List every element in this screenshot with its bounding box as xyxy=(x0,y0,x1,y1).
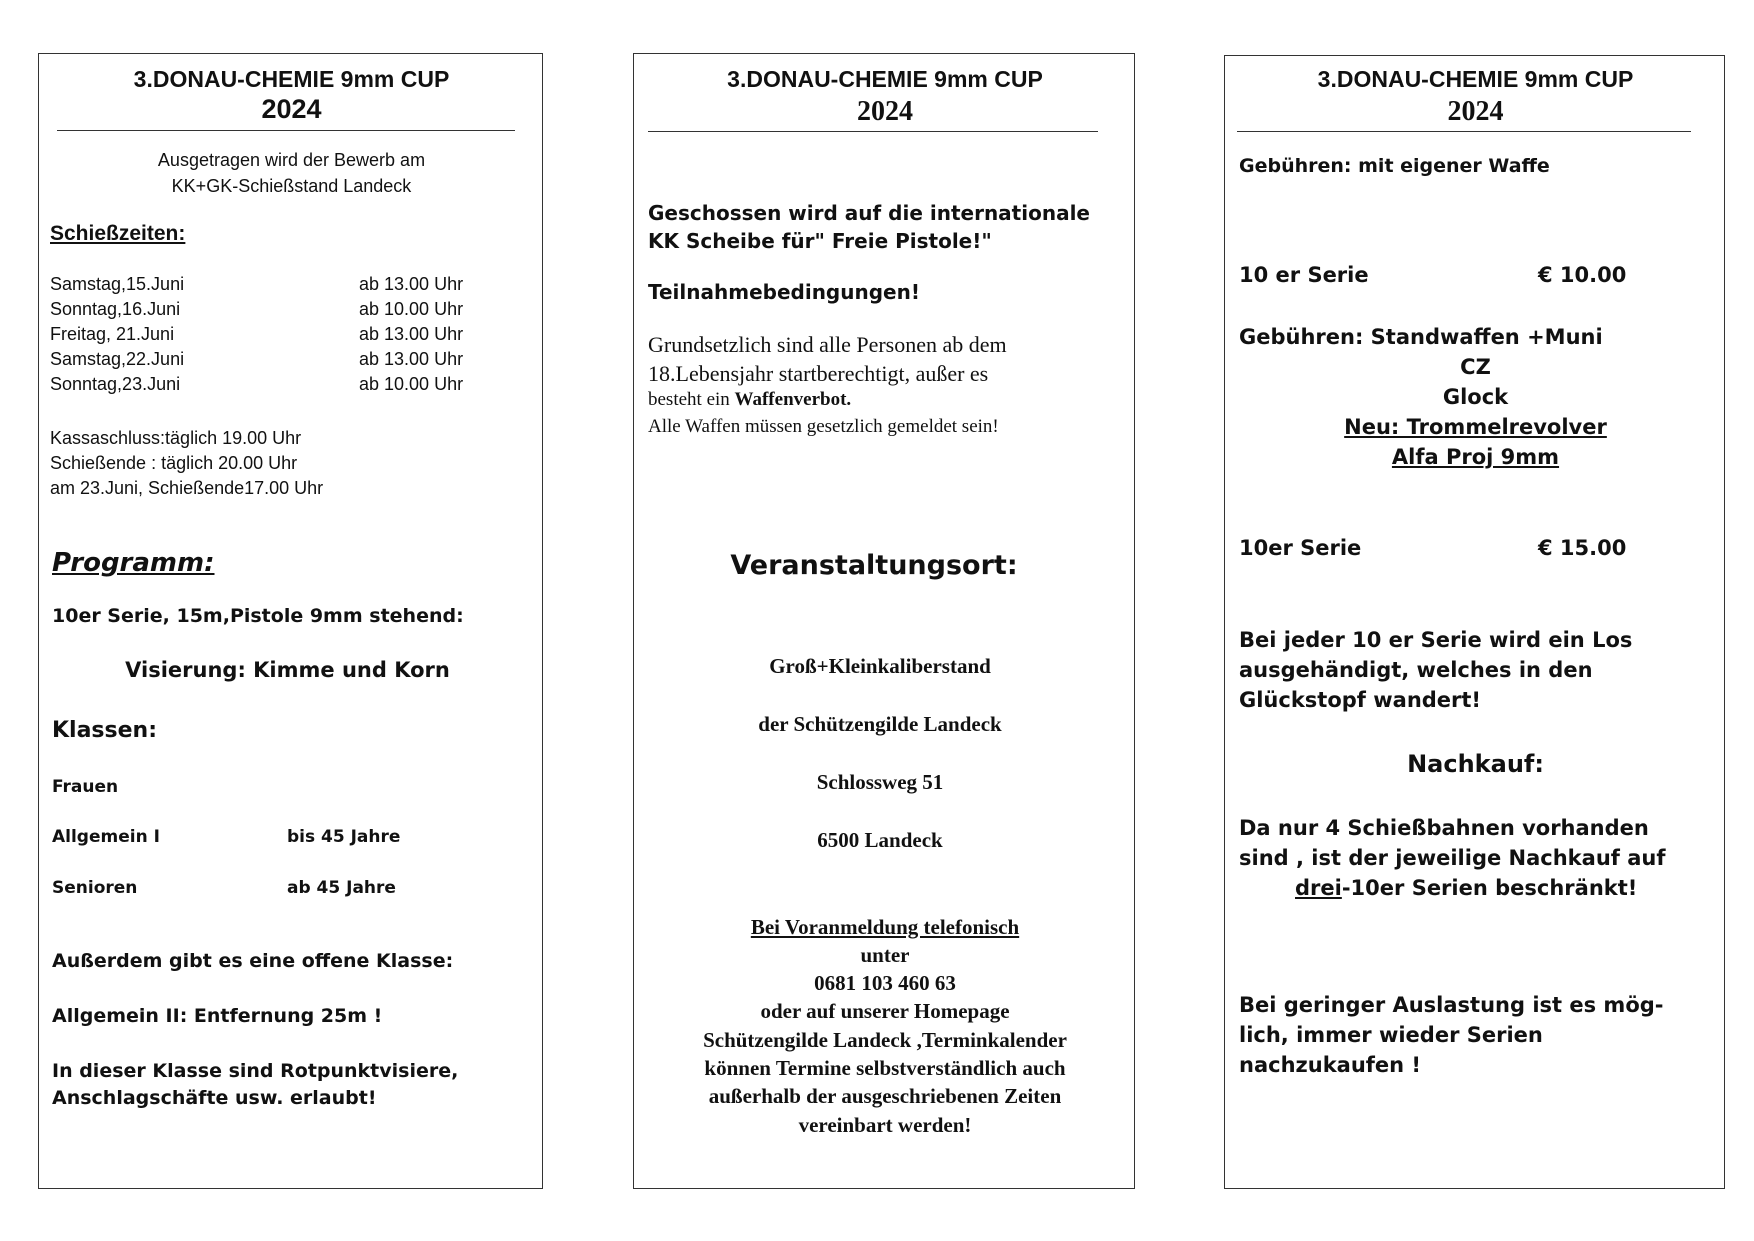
allowed-line: Anschlagschäfte usw. erlaubt! xyxy=(52,1087,377,1109)
weapon-ban-text: Waffenverbot. xyxy=(734,389,852,410)
rebuy-line: Da nur 4 Schießbahnen vorhanden xyxy=(1239,816,1649,840)
allowed-line: In dieser Klasse sind Rotpunktvisiere, xyxy=(52,1060,459,1082)
series-label: 10er Serie xyxy=(1239,536,1362,560)
series-label: 10 er Serie xyxy=(1239,263,1369,287)
venue-line: Groß+Kleinkaliberstand xyxy=(769,654,991,678)
contact-heading: Bei Voranmeldung telefonisch xyxy=(750,915,1020,939)
lottery-line: Bei jeder 10 er Serie wird ein Los xyxy=(1239,628,1633,652)
contact-line: oder auf unserer Homepage xyxy=(760,999,1010,1023)
venue-heading: Veranstaltungsort: xyxy=(730,550,1018,581)
lottery-line: Glückstopf wandert! xyxy=(1239,688,1482,712)
flyer-panel-right xyxy=(1224,55,1725,1189)
header-divider xyxy=(57,130,515,131)
cup-title: 3.DONAU-CHEMIE 9mm CUP xyxy=(727,66,1043,92)
header-divider xyxy=(1237,131,1691,132)
cup-year: 2024 xyxy=(857,96,913,127)
intro-line: Ausgetragen wird der Bewerb am xyxy=(157,150,426,170)
new-weapon-item: Alfa Proj 9mm xyxy=(1391,445,1560,469)
venue-line: Schlossweg 51 xyxy=(816,770,944,794)
schedule-time: ab 13.00 Uhr xyxy=(359,274,464,294)
closing-line: Schießende : täglich 20.00 Uhr xyxy=(50,453,298,473)
low-load-line: lich, immer wieder Serien xyxy=(1239,1023,1543,1047)
intro-line: KK+GK-Schießstand Landeck xyxy=(171,176,412,196)
general-2-line: Allgemein II: Entfernung 25m ! xyxy=(52,1005,383,1027)
classes-heading: Klassen: xyxy=(52,718,158,743)
class-name: Senioren xyxy=(52,878,138,898)
series-price: € 15.00 xyxy=(1538,536,1627,560)
conditions-line: Grundsetzlich sind alle Personen ab dem xyxy=(648,332,1007,357)
weapon-item: CZ xyxy=(1460,355,1491,379)
header-divider xyxy=(648,131,1098,132)
closing-line: am 23.Juni, Schießende17.00 Uhr xyxy=(50,478,324,498)
cup-title: 3.DONAU-CHEMIE 9mm CUP xyxy=(1317,66,1634,92)
venue-line: 6500 Landeck xyxy=(817,828,943,852)
cup-year: 2024 xyxy=(1447,96,1504,127)
schedule-time: ab 10.00 Uhr xyxy=(359,374,464,394)
rebuy-count: drei xyxy=(1295,876,1342,900)
program-line: 10er Serie, 15m,Pistole 9mm stehend: xyxy=(52,605,464,627)
target-line: Geschossen wird auf die internationale xyxy=(648,201,1090,225)
contact-line: können Termine selbstverständlich auch xyxy=(704,1056,1066,1080)
contact-phone: 0681 103 460 63 xyxy=(814,971,956,995)
rebuy-heading: Nachkauf: xyxy=(1407,750,1544,778)
contact-line: außerhalb der ausgeschriebenen Zeiten xyxy=(708,1084,1062,1108)
contact-line: vereinbart werden! xyxy=(798,1113,972,1137)
schedule-day: Samstag,15.Juni xyxy=(50,274,185,294)
series-price: € 10.00 xyxy=(1538,263,1627,287)
weapon-item: Glock xyxy=(1442,385,1509,409)
conditions-text: besteht ein xyxy=(648,389,730,410)
class-name: Frauen xyxy=(52,777,119,797)
low-load-line: Bei geringer Auslastung ist es mög- xyxy=(1239,993,1664,1017)
contact-line: Schützengilde Landeck ,Terminkalender xyxy=(703,1028,1067,1052)
closing-line: Kassaschluss:täglich 19.00 Uhr xyxy=(50,428,302,448)
schedule-time: ab 13.00 Uhr xyxy=(359,349,464,369)
cup-title: 3.DONAU-CHEMIE 9mm CUP xyxy=(133,66,450,92)
class-name: Allgemein I xyxy=(52,827,160,847)
conditions-heading: Teilnahmebedingungen! xyxy=(648,280,920,304)
schedule-day: Samstag,22.Juni xyxy=(50,349,185,369)
class-age: ab 45 Jahre xyxy=(287,878,396,898)
schedule-day: Sonntag,23.Juni xyxy=(50,374,181,394)
rebuy-line: sind , ist der jeweilige Nachkauf auf xyxy=(1239,846,1666,870)
target-line: KK Scheibe für" Freie Pistole!" xyxy=(648,229,992,253)
venue-line: der Schützengilde Landeck xyxy=(758,712,1002,736)
lottery-line: ausgehändigt, welches in den xyxy=(1239,658,1593,682)
schedule-heading: Schießzeiten: xyxy=(50,222,186,245)
conditions-line xyxy=(648,389,851,411)
schedule-day: Freitag, 21.Juni xyxy=(50,324,175,344)
flyer-panel-left xyxy=(38,53,543,1189)
schedule-time: ab 13.00 Uhr xyxy=(359,324,464,344)
fees-rented-weapons: Gebühren: Standwaffen +Muni xyxy=(1239,325,1603,349)
conditions-line: Alle Waffen müssen gesetzlich gemeldet sein! xyxy=(648,416,999,437)
rebuy-text: -10er Serien beschränkt! xyxy=(1341,876,1638,900)
low-load-line: nachzukaufen ! xyxy=(1239,1053,1421,1077)
class-age: bis 45 Jahre xyxy=(287,827,401,847)
cup-year: 2024 xyxy=(261,94,322,124)
schedule-time: ab 10.00 Uhr xyxy=(359,299,464,319)
program-heading: Programm: xyxy=(52,548,215,578)
contact-line: unter xyxy=(860,943,910,967)
sight-line: Visierung: Kimme und Korn xyxy=(125,658,450,682)
schedule-day: Sonntag,16.Juni xyxy=(50,299,181,319)
conditions-line: 18.Lebensjahr startberechtigt, außer es xyxy=(648,361,989,386)
open-class-line: Außerdem gibt es eine offene Klasse: xyxy=(52,950,454,972)
flyer-panel-middle xyxy=(633,53,1135,1189)
rebuy-line xyxy=(1295,876,1637,900)
fees-own-weapon: Gebühren: mit eigener Waffe xyxy=(1239,155,1550,177)
new-weapon-item: Neu: Trommelrevolver xyxy=(1344,415,1607,439)
